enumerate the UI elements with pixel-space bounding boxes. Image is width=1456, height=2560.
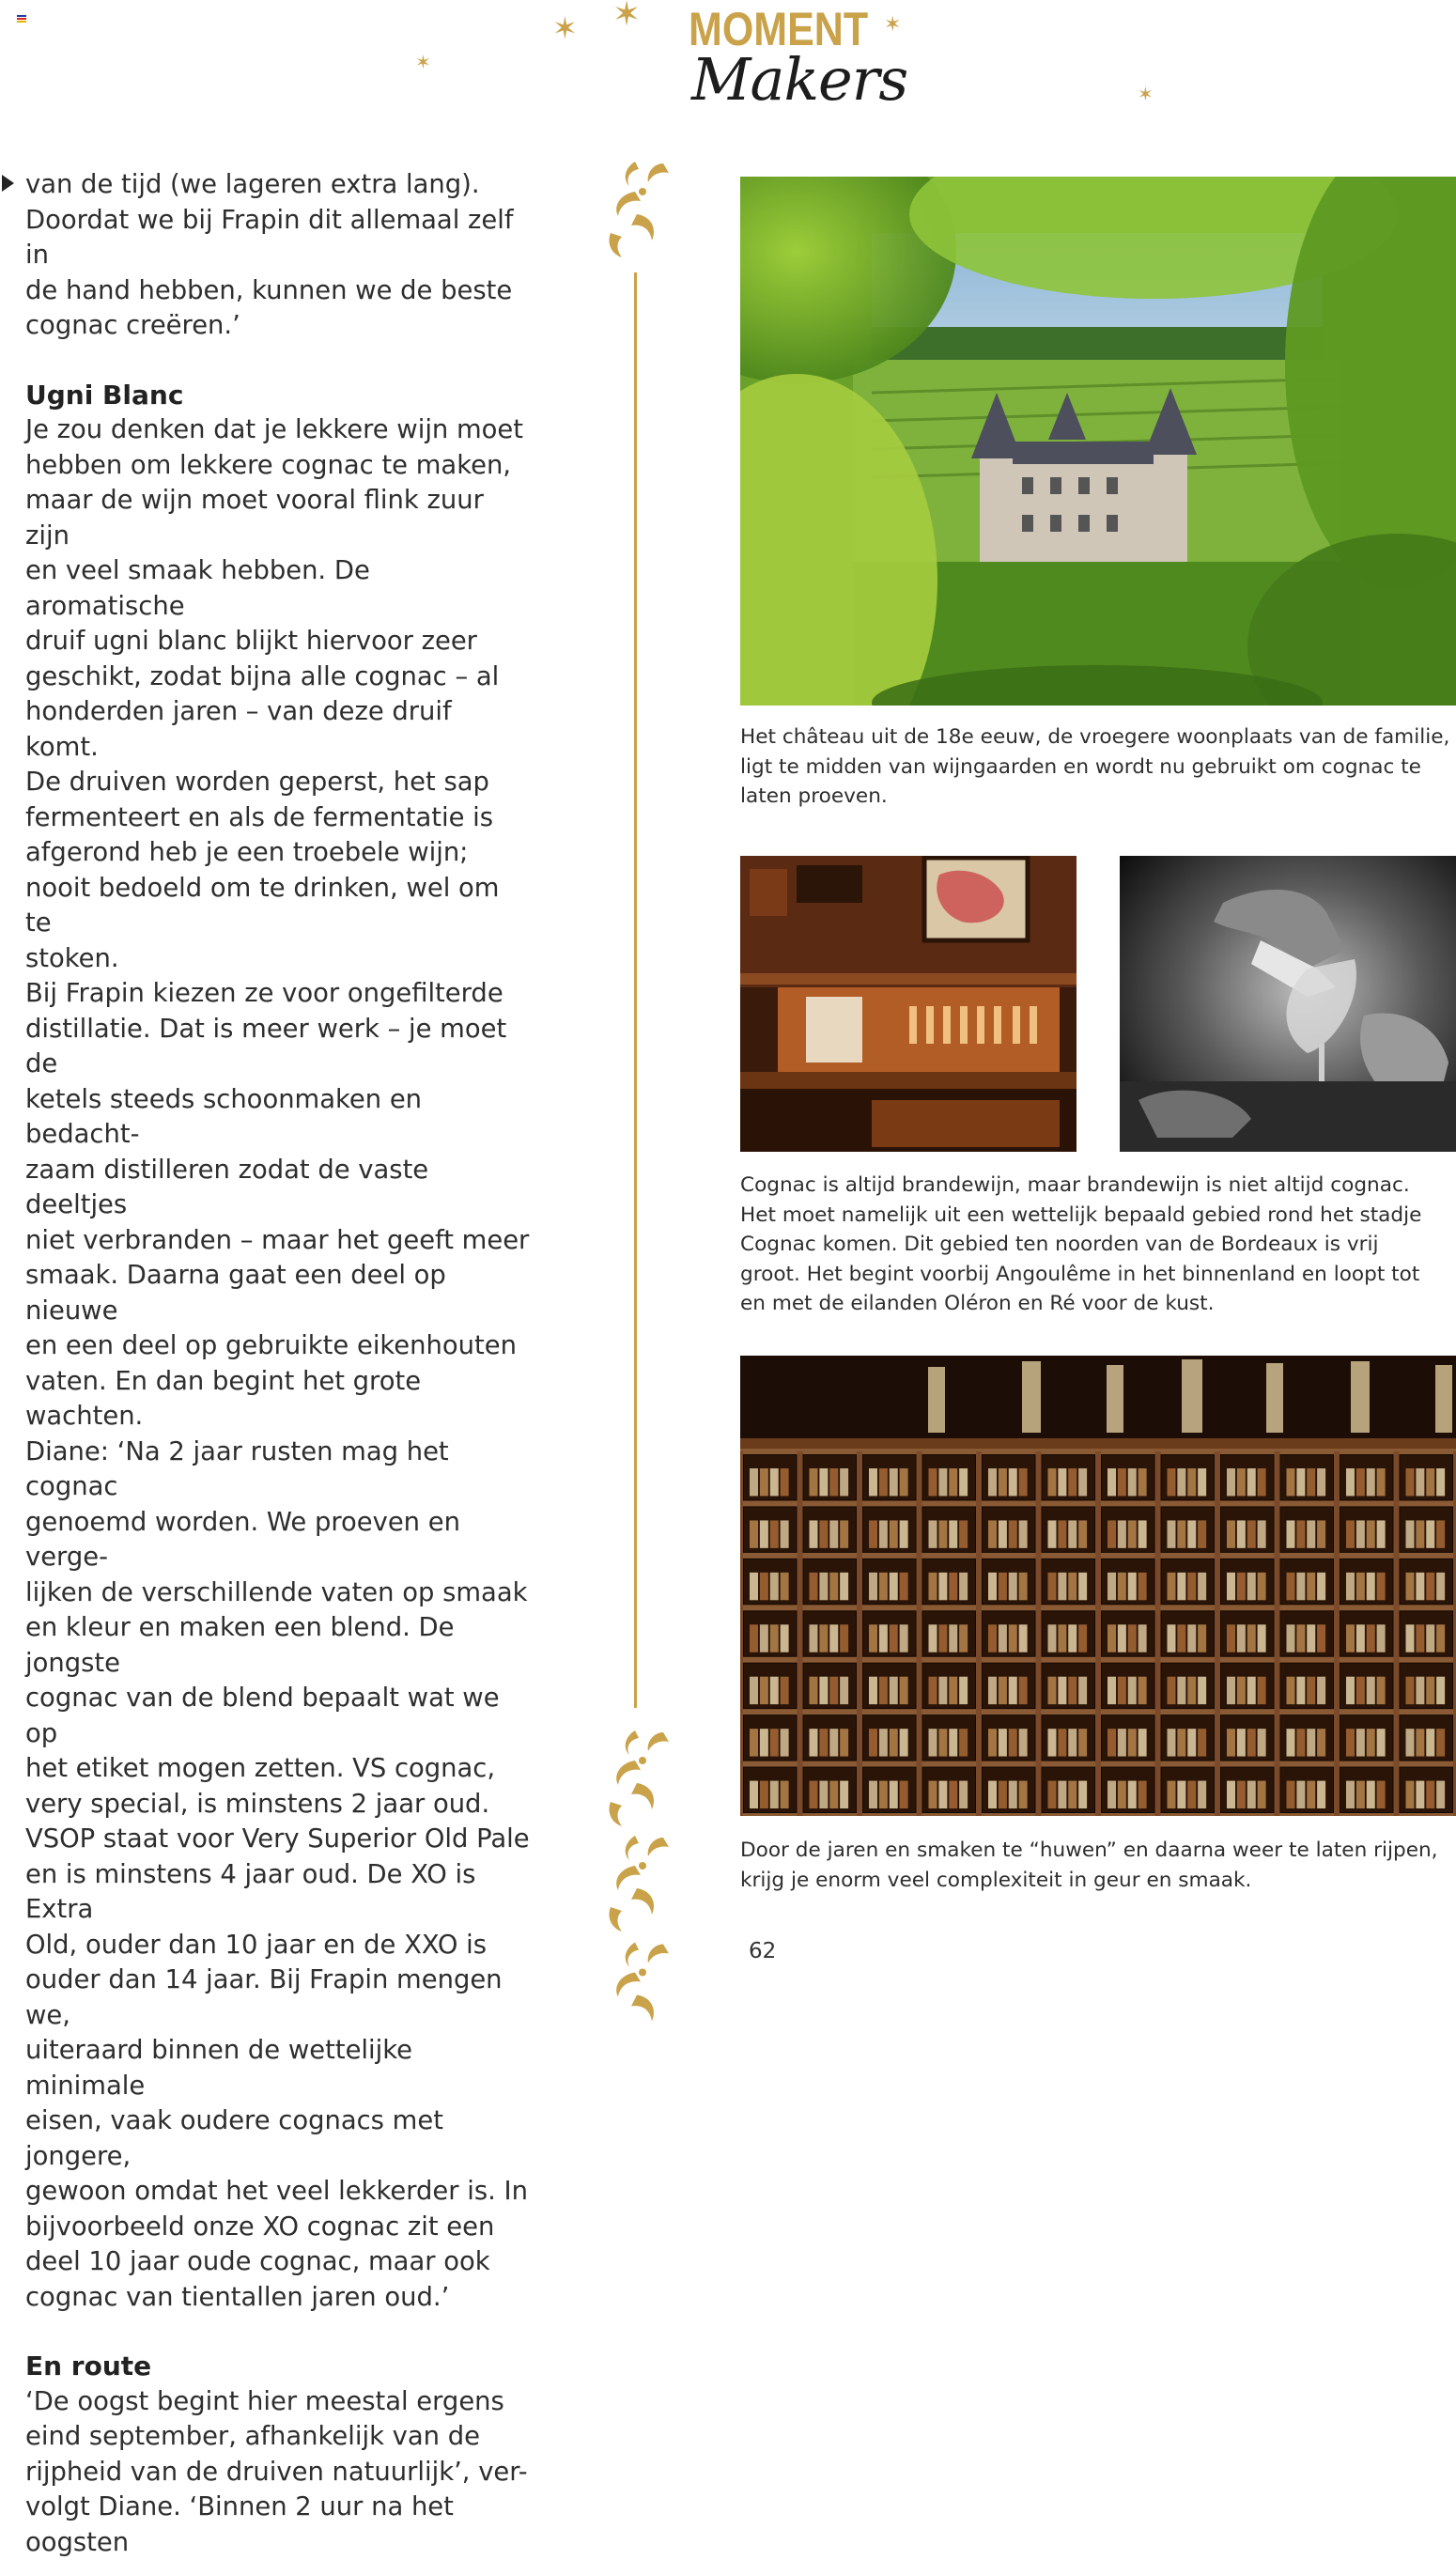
bottle-shelves-photo (740, 1356, 1456, 1816)
article-left-column (25, 167, 533, 2560)
intro-paragraph: van de tijd (we lageren extra lang). Doordat we bij Frapin dit allemaal zelf in de hand hebben, kunnen we de beste cognac creëren.’ (25, 167, 533, 344)
section-body-en-route: ‘De oogst begint hier meestal ergens eind september, afhankelijk van de rijpheid van de druiven natuurlijk’, ver- volgt Diane. ‘Binnen 2 uur na het oogsten (25, 2384, 533, 2560)
star-icon: ✶ (1138, 85, 1154, 103)
caption-chateau: Het château uit de 18e eeuw, de vroegere woonplaats van de familie, ligt te midden van wijngaarden en wordt nu gebruikt om cognac te laten proeven. (740, 722, 1456, 812)
continue-arrow-icon (2, 175, 14, 192)
star-icon: ✶ (884, 15, 901, 36)
brand-title-moment: MOMENT (689, 2, 868, 56)
pouring-cognac-photo (1120, 856, 1456, 1152)
star-icon: ✶ (552, 13, 578, 43)
ornament-icon (597, 1727, 673, 1832)
cellar-bar-photo (740, 856, 1077, 1152)
column-divider (634, 272, 637, 1708)
star-icon: ✶ (612, 0, 641, 32)
caption-bottles: Door de jaren en smaken te “huwen” en daarna weer te laten rijpen, krijg je enorm veel complexiteit in geur en smaak. (740, 1836, 1456, 1895)
section-body-ugni-blanc: Je zou denken dat je lekkere wijn moet hebben om lekkere cognac te maken, maar de wijn moet vooral flink zuur zijn en veel smaak hebben. De aromatische druif ugni blanc blijkt hiervoor zeer geschikt, zodat bijna alle cognac – al honderden jaren – van deze druif komt. De druiven worden geperst, het sap fermenteert en als de fermentatie is afgerond heb je een troebele wijn; nooit bedoeld om te drinken, wel om te stoken. Bij Frapin kiezen ze voor ongefilterde distillatie. Dat is meer werk – je moet de ketels steeds schoonmaken en bedacht- zaam distilleren zodat de vaste deeltjes niet verbranden – maar het geeft meer smaak. Daarna gaat een deel op nieuwe en een deel op gebruikte eikenhouten vaten. En dan begint het grote wachten. Diane: ‘Na 2 jaar rusten mag het cognac genoemd worden. We proeven en verge- lijken de verschillende vaten op smaak en kleur en maken een blend. De jongste cognac van de blend bepaalt wat we op het etiket mogen zetten. VS cognac, very special, is minstens 2 jaar oud. VSOP staat voor Very Superior Old Pale en is minstens 4 jaar oud. De XO is Extra Old, ouder dan 10 jaar en de XXO is ouder dan 14 jaar. Bij Frapin mengen we, uiteraard binnen de wettelijke minimale eisen, vaak oudere cognacs met jongere, gewoon omdat het veel lekkerder is. In bijvoorbeeld onze XO cognac zit een deel 10 jaar oude cognac, maar ook cognac van tientallen jaren oud.’ (25, 412, 533, 2315)
ornament-icon (597, 158, 673, 263)
caption-cognac: Cognac is altijd brandewijn, maar brandewijn is niet altijd cognac. Het moet namelijk uit een wettelijk bepaald gebied rond het stadje Cognac komen. Dit gebied ten noorden van de Bordeaux is vrij groot. Het begint voorbij Angoulême in het binnenland en loopt tot en met de eilanden Oléron en Ré voor de kust. (740, 1171, 1456, 1319)
star-icon: ✶ (415, 53, 431, 71)
chateau-photo (740, 177, 1456, 706)
page-number: 62 (749, 1939, 776, 1963)
brand-title-makers: Makers (691, 45, 907, 114)
menu-icon[interactable] (17, 15, 26, 23)
section-heading-ugni-blanc: Ugni Blanc (25, 378, 533, 413)
ornament-icon (597, 1937, 673, 2045)
section-heading-en-route: En route (25, 2349, 533, 2384)
ornament-icon (597, 1832, 673, 1937)
